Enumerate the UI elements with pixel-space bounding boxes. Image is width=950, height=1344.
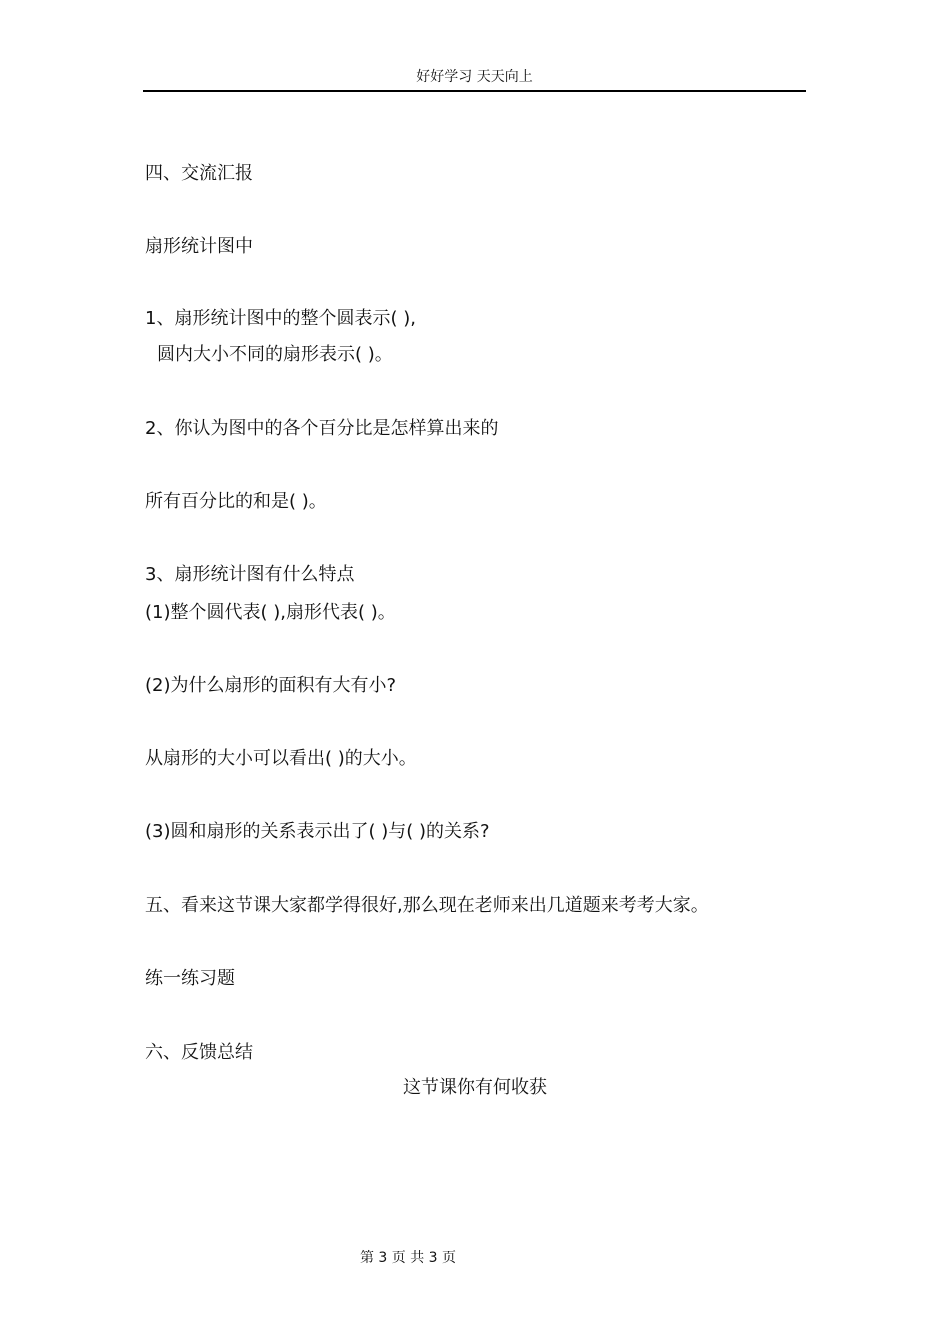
section-five-heading: 五、看来这节课大家都学得很好,那么现在老师来出几道题来考考大家。 — [145, 895, 709, 916]
section-six-heading: 六、反馈总结 — [145, 1042, 253, 1063]
practice-exercises: 练一练习题 — [145, 968, 235, 989]
question-2: 2、你认为图中的各个百分比是怎样算出来的 — [145, 418, 499, 439]
page-header: 好好学习 天天向上 — [143, 66, 806, 92]
question-1: 1、扇形统计图中的整个圆表示( ), — [145, 308, 416, 329]
section-four-heading: 四、交流汇报 — [145, 163, 253, 184]
question-3-part-3: (3)圆和扇形的关系表示出了( )与( )的关系? — [145, 821, 490, 842]
question-3-part-2: (2)为什么扇形的面积有大有小? — [145, 675, 397, 696]
question-3: 3、扇形统计图有什么特点 — [145, 564, 355, 585]
question-3-part-2-answer: 从扇形的大小可以看出( )的大小。 — [145, 748, 417, 769]
question-2-sum: 所有百分比的和是( )。 — [145, 491, 327, 512]
question-3-part-1: (1)整个圆代表( ),扇形代表( )。 — [145, 602, 396, 623]
summary-question: 这节课你有何收获 — [403, 1077, 547, 1098]
page-footer: 第 3 页 共 3 页 — [359, 1250, 457, 1266]
question-1-continued: 圆内大小不同的扇形表示( )。 — [157, 344, 393, 365]
pie-chart-intro: 扇形统计图中 — [145, 236, 253, 257]
